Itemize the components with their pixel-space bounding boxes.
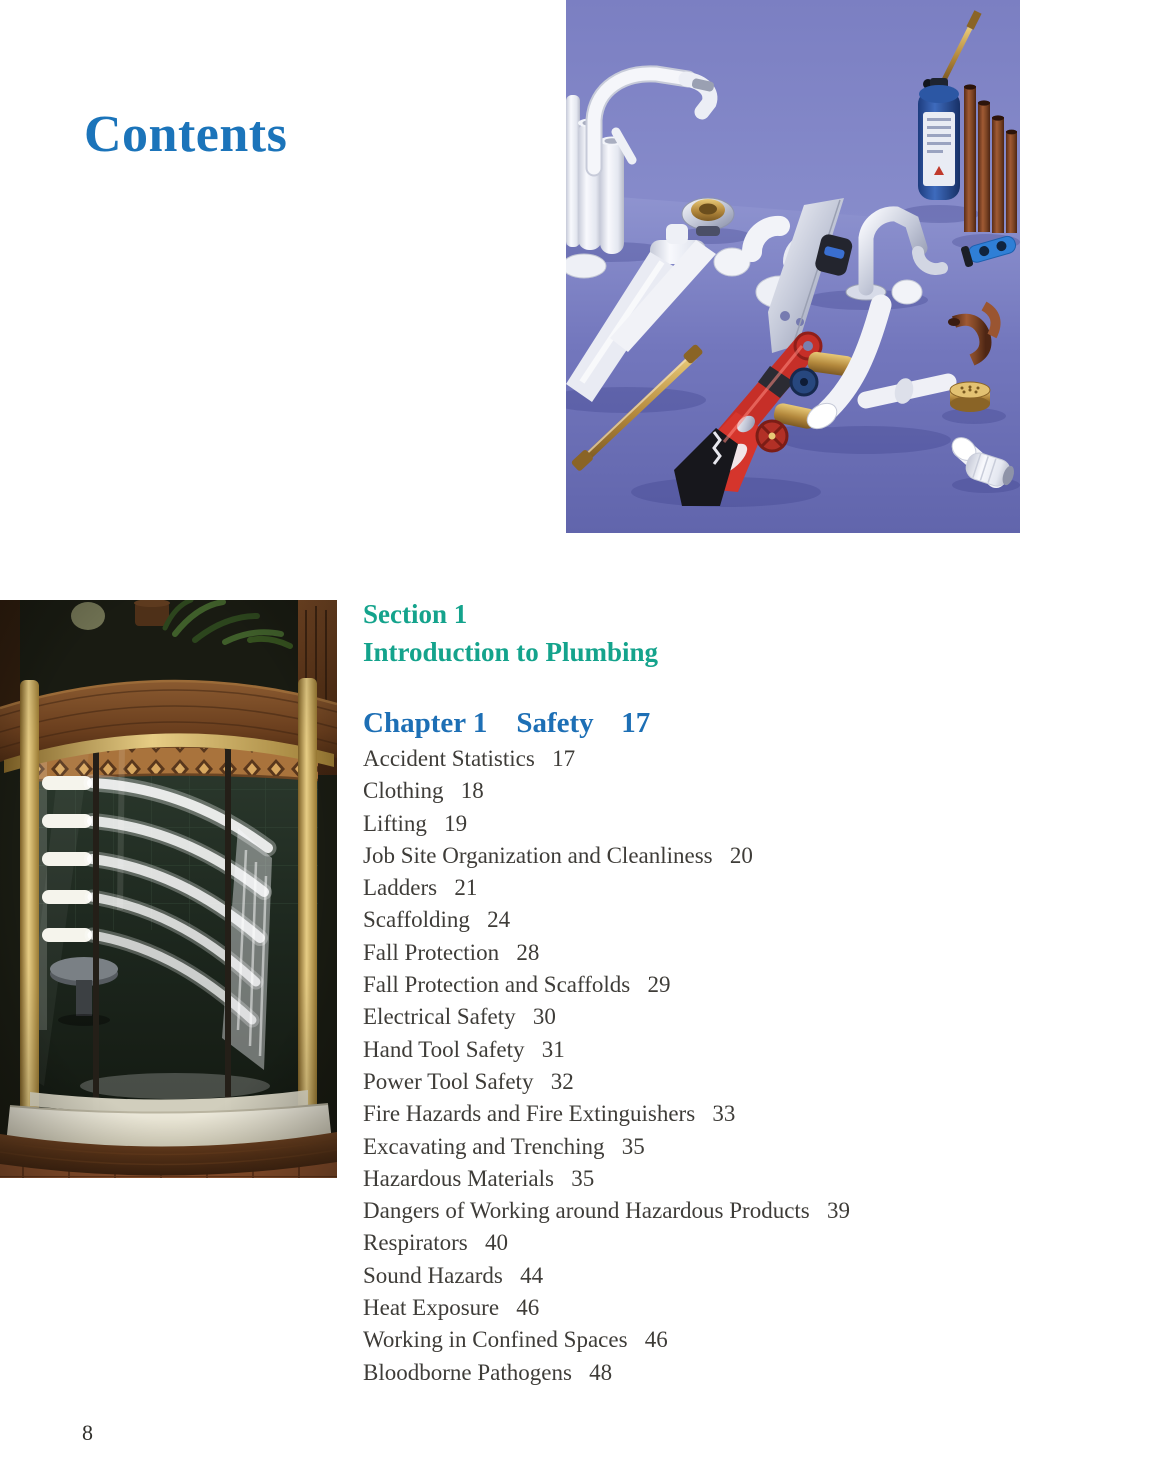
toc-item [363, 1195, 850, 1227]
shower-photo [0, 600, 337, 1178]
toc-item [363, 840, 850, 872]
toc-item-label: Working in Confined Spaces [363, 1327, 628, 1353]
toc-item-page: 31 [541, 1036, 565, 1062]
page-number: 8 [82, 1420, 93, 1445]
plumbing-tools-photo [566, 0, 1020, 533]
toc-item-page: 29 [647, 972, 671, 998]
section-title: Introduction to Plumbing [363, 637, 659, 667]
toc-item-page: 40 [485, 1230, 509, 1256]
toc-item-page: 17 [552, 746, 576, 771]
toc-item [363, 808, 850, 840]
toc-item-page: 21 [454, 875, 478, 901]
toc-item [363, 1098, 850, 1130]
toc-item [363, 1163, 850, 1195]
toc-item [363, 1324, 850, 1356]
toc-item-page: 44 [520, 1262, 544, 1288]
toc-item-label: Fire Hazards and Fire Extinguishers [363, 1101, 696, 1127]
toc-item-page: 19 [444, 810, 468, 836]
toc-item-page: 35 [571, 1165, 595, 1191]
toc-item-page: 20 [729, 842, 753, 868]
toc-item-label: Fall Protection and Scaffolds [363, 972, 631, 998]
toc-item-page: 39 [827, 1198, 851, 1224]
toc-item-page: 48 [589, 1359, 613, 1385]
toc-item-label: Electrical Safety [363, 1004, 516, 1030]
toc-item-label: Heat Exposure [363, 1295, 500, 1321]
toc-item-page: 46 [516, 1295, 540, 1321]
toc-item-label: Dangers of Working around Hazardous Products [363, 1198, 810, 1224]
toc-item-page: 35 [621, 1133, 645, 1159]
toc-item [363, 1292, 850, 1324]
section-label: Section 1 [363, 599, 468, 629]
toc-item [363, 937, 850, 969]
chapter-label: Chapter 1 [363, 707, 488, 739]
toc-item-page: 46 [644, 1327, 668, 1353]
toc-item-page: 18 [460, 778, 484, 804]
toc-item-page: 24 [487, 907, 511, 933]
toc-item-label: Lifting [363, 810, 427, 836]
toc-item-label: Sound Hazards [363, 1262, 503, 1288]
chapter-page-number: 17 [621, 707, 651, 739]
toc-item-label: Ladders [363, 875, 438, 901]
page-title: Contents [84, 106, 288, 163]
plumbing-tools-illustration [566, 0, 1020, 533]
toc-item-label: Accident Statistics [363, 746, 535, 771]
brass-drain [950, 382, 990, 412]
toc-item-label: Fall Protection [363, 939, 500, 965]
toc-item-label: Hand Tool Safety [363, 1036, 525, 1062]
table-of-contents [363, 595, 983, 1405]
toc-item [363, 1260, 850, 1292]
toc-item [363, 969, 850, 1001]
toc-item-label: Power Tool Safety [363, 1068, 534, 1094]
toc-item-label: Hazardous Materials [363, 1165, 554, 1191]
toc-list [363, 743, 850, 1389]
toc-item [363, 1357, 850, 1389]
toc-item [363, 904, 850, 936]
toc-item-label: Respirators [363, 1230, 468, 1256]
toc-item [363, 1066, 850, 1098]
vignette [0, 600, 337, 1178]
toc-item [363, 1034, 850, 1066]
section-heading [363, 595, 658, 671]
toc-item [363, 872, 850, 904]
toc-item-label: Scaffolding [363, 907, 470, 933]
toc-item [363, 775, 850, 807]
toc-item-page: 30 [532, 1004, 556, 1030]
toc-item-page: 28 [516, 939, 540, 965]
toc-item-label: Bloodborne Pathogens [363, 1359, 572, 1385]
toc-item [363, 743, 850, 775]
toc-item-label: Clothing [363, 778, 444, 804]
toc-item [363, 1227, 850, 1259]
chapter-title: Safety [516, 707, 594, 739]
chapter-heading [363, 705, 650, 741]
toc-item-page: 32 [550, 1068, 574, 1094]
toc-item [363, 1131, 850, 1163]
toc-item-label: Job Site Organization and Cleanliness [363, 842, 713, 868]
toc-item-label: Excavating and Trenching [363, 1133, 605, 1159]
toc-item [363, 1001, 850, 1033]
toc-item-page: 33 [712, 1101, 736, 1127]
shower-illustration [0, 600, 337, 1178]
